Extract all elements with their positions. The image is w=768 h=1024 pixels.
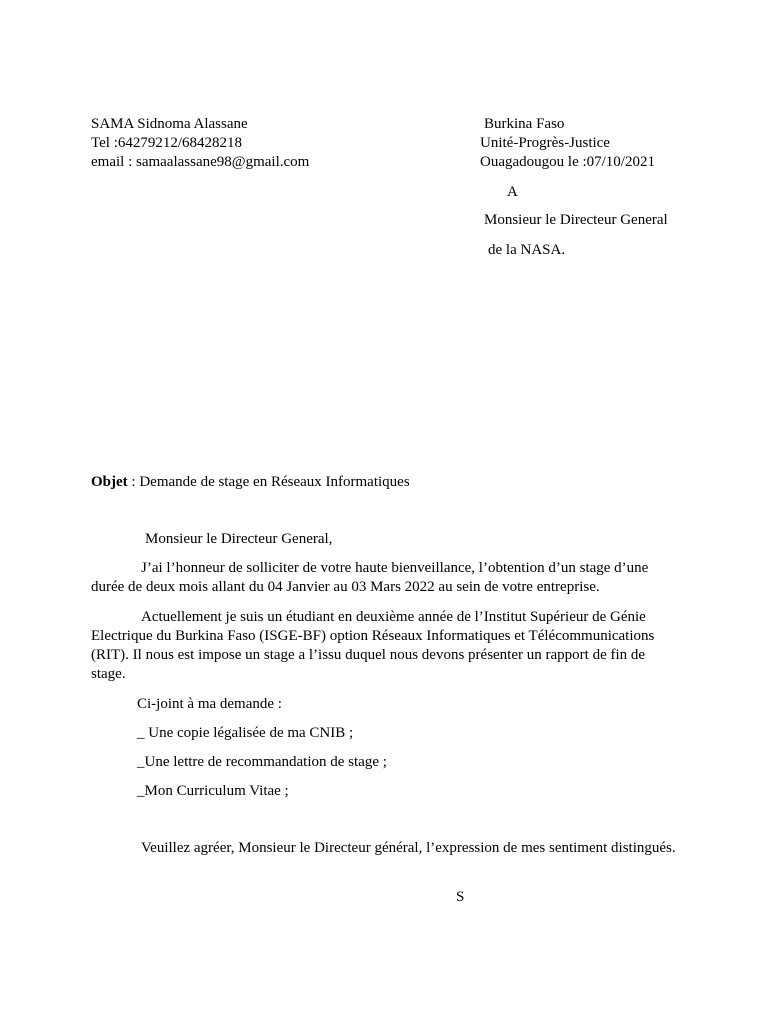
subject-line <box>91 473 410 492</box>
paragraph-2-text: Actuellement je suis un étudiant en deuxième année de l’Institut Supérieur de Génie Electrique du Burkina Faso (ISGE-BF) option Réseaux Informatiques et Télécommunications (RIT). Il nous est impose un stage a l’issu duquel nous devons présenter un rapport de fin de stage. <box>91 609 655 682</box>
paragraph-1 <box>91 559 681 597</box>
subject-label: Objet <box>91 474 128 490</box>
attachments-intro: Ci-joint à ma demande : <box>137 696 282 712</box>
signature-initial: S <box>456 889 465 905</box>
attachment-item: _ Une copie légalisée de ma CNIB ; <box>137 725 354 741</box>
attachment-item: _Une lettre de recommandation de stage ; <box>137 754 387 770</box>
closing-text: Veuillez agréer, Monsieur le Directeur général, l’expression de mes sentiment distingués. <box>141 840 676 856</box>
closing-paragraph <box>91 839 681 858</box>
place-date: Ouagadougou le :07/10/2021 <box>480 154 655 170</box>
salutation: Monsieur le Directeur General, <box>145 531 333 547</box>
recipient-to: A <box>507 184 518 200</box>
subject-text: : Demande de stage en Réseaux Informatiques <box>127 474 410 490</box>
paragraph-2 <box>91 608 681 684</box>
sender-email: email : samaalassane98@gmail.com <box>91 154 310 170</box>
attachment-item: _Mon Curriculum Vitae ; <box>137 783 289 799</box>
sender-tel: Tel :64279212/68428218 <box>91 135 243 151</box>
paragraph-1-text: J’ai l’honneur de solliciter de votre haute bienveillance, l’obtention d’un stage d’une durée de deux mois allant du 04 Janvier au 03 Mars 2022 au sein de votre entreprise. <box>91 560 649 595</box>
recipient-line2: de la NASA. <box>488 242 566 258</box>
country-name: Burkina Faso <box>484 116 565 132</box>
sender-name: SAMA Sidnoma Alassane <box>91 116 248 132</box>
country-motto: Unité-Progrès-Justice <box>480 135 610 151</box>
recipient-line1: Monsieur le Directeur General <box>484 212 668 228</box>
